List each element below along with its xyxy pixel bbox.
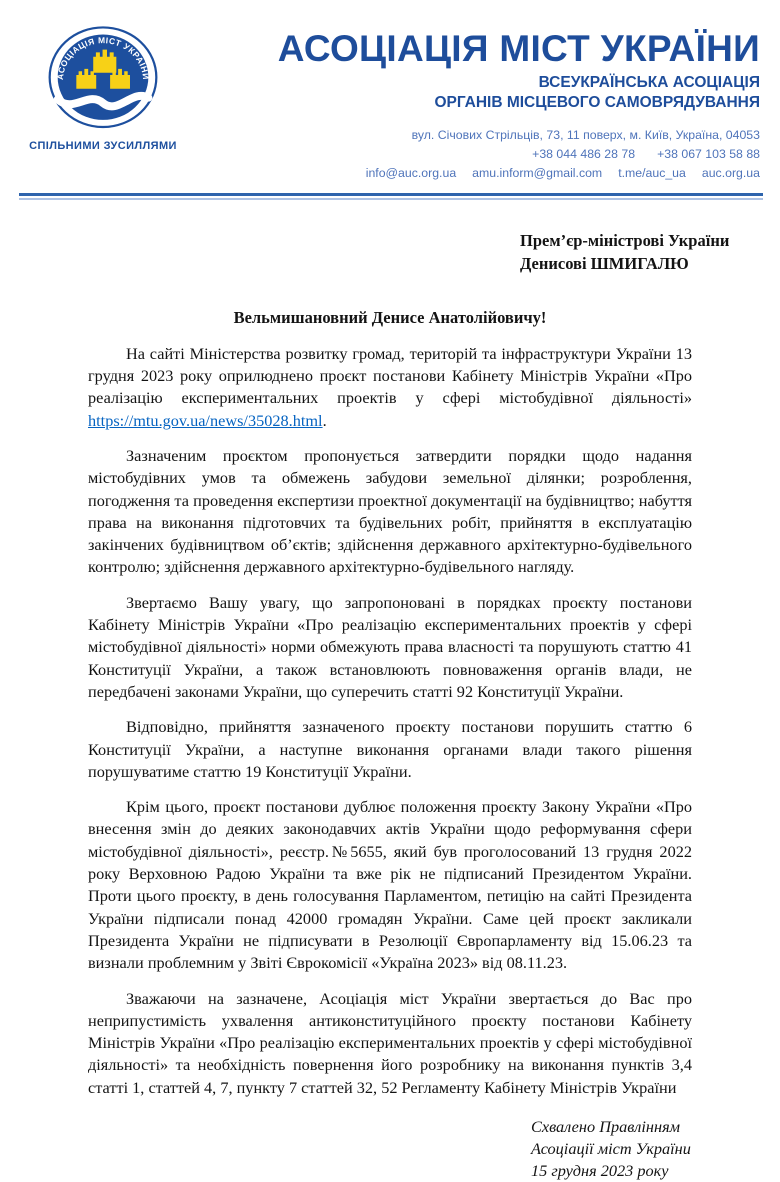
- website-url: auc.org.ua: [701, 166, 760, 181]
- letter-body: [0, 230, 780, 1182]
- letterhead: [0, 0, 780, 183]
- phone-row: [178, 145, 760, 164]
- letterhead-right: [178, 24, 762, 183]
- paragraph-2: Зазначеним проєктом пропонується затвердити порядки щодо надання містобудівних умов та обмежень забудови земельної ділянки; розроблення, погодження та проведення експертизи проектної документації на будівництво; набуття права на виконання підготовчих та будівельних робіт, прийняття в експлуатацію закінчених будівництвом об’єктів; здійснення державного архітектурно-будівельного контролю; здійснення державного архітектурно-будівельного нагляду.: [88, 445, 692, 577]
- paragraph-4: Відповідно, прийняття зазначеного проєкту постанови порушить статтю 6 Конституції України, а наступне виконання органами влади такого рішення порушуватиме статтю 19 Конституції України.: [88, 717, 692, 781]
- news-hyperlink[interactable]: https://mtu.gov.ua/news/35028.html: [88, 410, 323, 430]
- contact-block: [178, 126, 760, 183]
- approval-block: [531, 1116, 692, 1182]
- logo-ring-text: АСОЦІАЦІЯ МІСТ УКРАЇНИ: [54, 35, 152, 81]
- org-subtitle: [178, 73, 760, 113]
- links-row: [178, 164, 760, 183]
- email-secondary: amu.inform@gmail.com: [472, 166, 603, 181]
- recipient-title: Прем’єр-міністрові України: [520, 231, 730, 251]
- paragraph-3: Звертаємо Вашу увагу, що запропоновані в порядках проєкту постанови Кабінету Міністрів України «Про реалізацію експериментальних проектів у сфері містобудівної діяльності» норми обмежують права власності та порушують статтю 41 Конституції України, а також встановлюють повноваження органів влади, не передбачені законами України, що суперечить статті 92 Конституції України.: [88, 592, 692, 701]
- email-primary: info@auc.org.ua: [365, 166, 457, 181]
- phone-number-2: +38 067 103 58 88: [657, 147, 760, 162]
- paragraph-5: Крім цього, проєкт постанови дублює положення проєкту Закону України «Про внесення змін до деяких законодавчих актів України щодо реформування сфери містобудівної діяльності», реєстр.№5655, який був проголосований 13 грудня 2022 року Верховною Радою України та вже рік не підписаний Президентом України. Проти цього проєкту, в день голосування Парламентом, петицію на сайті Президента України підписали понад 42000 громадян України. Саме цей проєкт закликали Президента України не підписувати в Резолюції Європарламенту від 15.06.23 та визнали проблемним у Звіті Єврокомісії «Україна 2023» від 08.11.23.: [88, 797, 692, 973]
- logo-motto: СПІЛЬНИМИ ЗУСИЛЛЯМИ: [29, 140, 177, 152]
- org-subtitle-line2: ОРГАНІВ МІСЦЕВОГО САМОВРЯДУВАННЯ: [434, 93, 760, 111]
- logo-column: [28, 24, 178, 183]
- header-divider: [19, 193, 763, 200]
- approval-line-3: 15 грудня 2023 року: [531, 1161, 669, 1180]
- recipient-block: [520, 230, 730, 275]
- approval-line-1: Схвалено Правлінням: [531, 1117, 681, 1136]
- salutation: Вельмишановний Денисе Анатолійовичу!: [233, 307, 547, 327]
- recipient-name: Денисові ШМИГАЛЮ: [520, 253, 689, 273]
- paragraph-1-period: .: [322, 410, 327, 430]
- auc-logo-icon: [47, 24, 159, 134]
- org-name-title: АСОЦІАЦІЯ МІСТ УКРАЇНИ: [277, 28, 760, 69]
- phone-number-1: +38 044 486 28 78: [532, 147, 636, 162]
- org-address: вул. Січових Стрільців, 73, 11 поверх, м. Київ, Україна, 04053: [411, 128, 760, 143]
- telegram-handle: t.me/auc_ua: [618, 166, 686, 181]
- paragraph-1: [88, 343, 692, 432]
- paragraph-1-text: На сайті Міністерства розвитку громад, територій та інфраструктури України 13 грудня 2023 року оприлюднено проєкт постанови Кабінету Міністрів України «Про реалізацію експериментальних проектів у сфері містобудівної діяльності»: [88, 343, 692, 408]
- org-subtitle-line1: ВСЕУКРАЇНСЬКА АСОЦІАЦІЯ: [538, 73, 760, 91]
- paragraph-6: Зважаючи на зазначене, Асоціація міст України звертається до Вас про неприпустимість ухвалення антиконституційного проєкту постанови Кабінету Міністрів України «Про реалізацію експериментальних проектів у сфері містобудівної діяльності» та необхідність повернення його розробнику на виконання пунктів 3,4 статті 1, статтей 4, 7, пункту 7 статтей 32, 52 Регламенту Кабінету Міністрів України: [88, 988, 692, 1097]
- approval-line-2: Асоціації міст України: [531, 1139, 691, 1158]
